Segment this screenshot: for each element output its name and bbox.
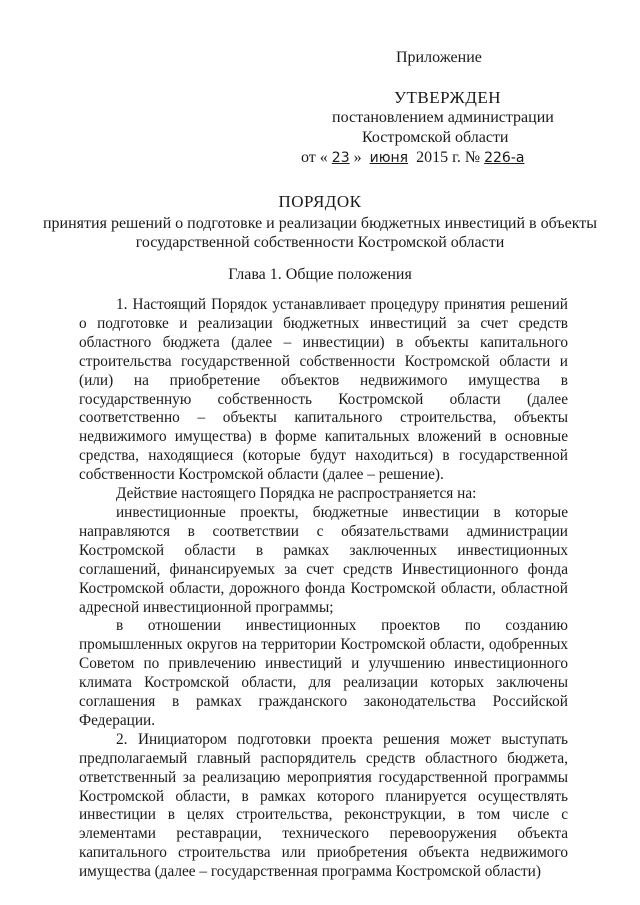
document-title: ПОРЯДОК — [278, 192, 362, 211]
decree-line-2: Костромской области — [362, 129, 509, 146]
approval-block — [301, 48, 606, 168]
date-year: 2015 г. № — [416, 149, 481, 166]
paragraph: 1. Настоящий Порядок устанавливает процедуру принятия решений о подготовке и реализации бюджетных инвестиций за счет средств областного бюджета (далее – инвестиции) в объекты капитального строительства государственной собственности Костромской области и (или) на приобретение объектов недвижимого имущества в государственную собственность Костромской области (далее соответственно – объекты капитального строительства, объекты недвижимого имущества) в форме капитальных вложений в основные средства, находящиеся (которые будут находиться) в государственной собственности Костромской области (далее – решение). — [79, 296, 568, 484]
decree-line-1: постановлением администрации — [332, 109, 554, 126]
date-day: 23 — [331, 150, 350, 166]
date-month: июня — [369, 150, 409, 166]
paragraph: в отношении инвестиционных проектов по созданию промышленных округов на территории Костромской области, одобренных Советом по привлечению инвестиций и улучшению инвестиционного климата Костромской области, для реализации которых заключены соглашения в рамках гражданского законодательства Российской Федерации. — [79, 617, 568, 729]
decree-date-line — [301, 148, 606, 168]
paragraph: 2. Инициатором подготовки проекта решения может выступать предполагаемый главный распорядитель средств областного бюджета, ответственный за реализацию мероприятия государственной программы Костромской области, в рамках которого планируется осуществлять инвестиции в целях строительства, реконструкции, в том числе с элементами реставрации, технического перевооружения объекта капитального строительства или приобретения объекта недвижимого имущества (далее – государственная программа Костромской области) — [79, 730, 568, 881]
chapter-heading: Глава 1. Общие положения — [228, 266, 412, 283]
approved-stamp-text: УТВЕРЖДЕН — [394, 88, 501, 107]
paragraph: Действие настоящего Порядка не распространяется на: — [116, 485, 477, 503]
document-subtitle: принятия решений о подготовке и реализации бюджетных инвестиций в объекты государственной собственности Костромской области — [42, 215, 597, 251]
date-prefix: от « — [301, 149, 328, 166]
date-mid: » — [353, 149, 362, 166]
appendix-label: Приложение — [396, 49, 482, 66]
paragraph: инвестиционные проекты, бюджетные инвестиции в которые направляются в соответствии с обязательствами администрации Костромской области в рамках заключенных инвестиционных соглашений, финансируемых за счет средств Инвестиционного фонда Костромской области, дорожного фонда Костромской области, областной адресной инвестиционной программы; — [79, 503, 568, 616]
document-body — [79, 296, 568, 882]
decree-number: 226-а — [484, 150, 525, 166]
